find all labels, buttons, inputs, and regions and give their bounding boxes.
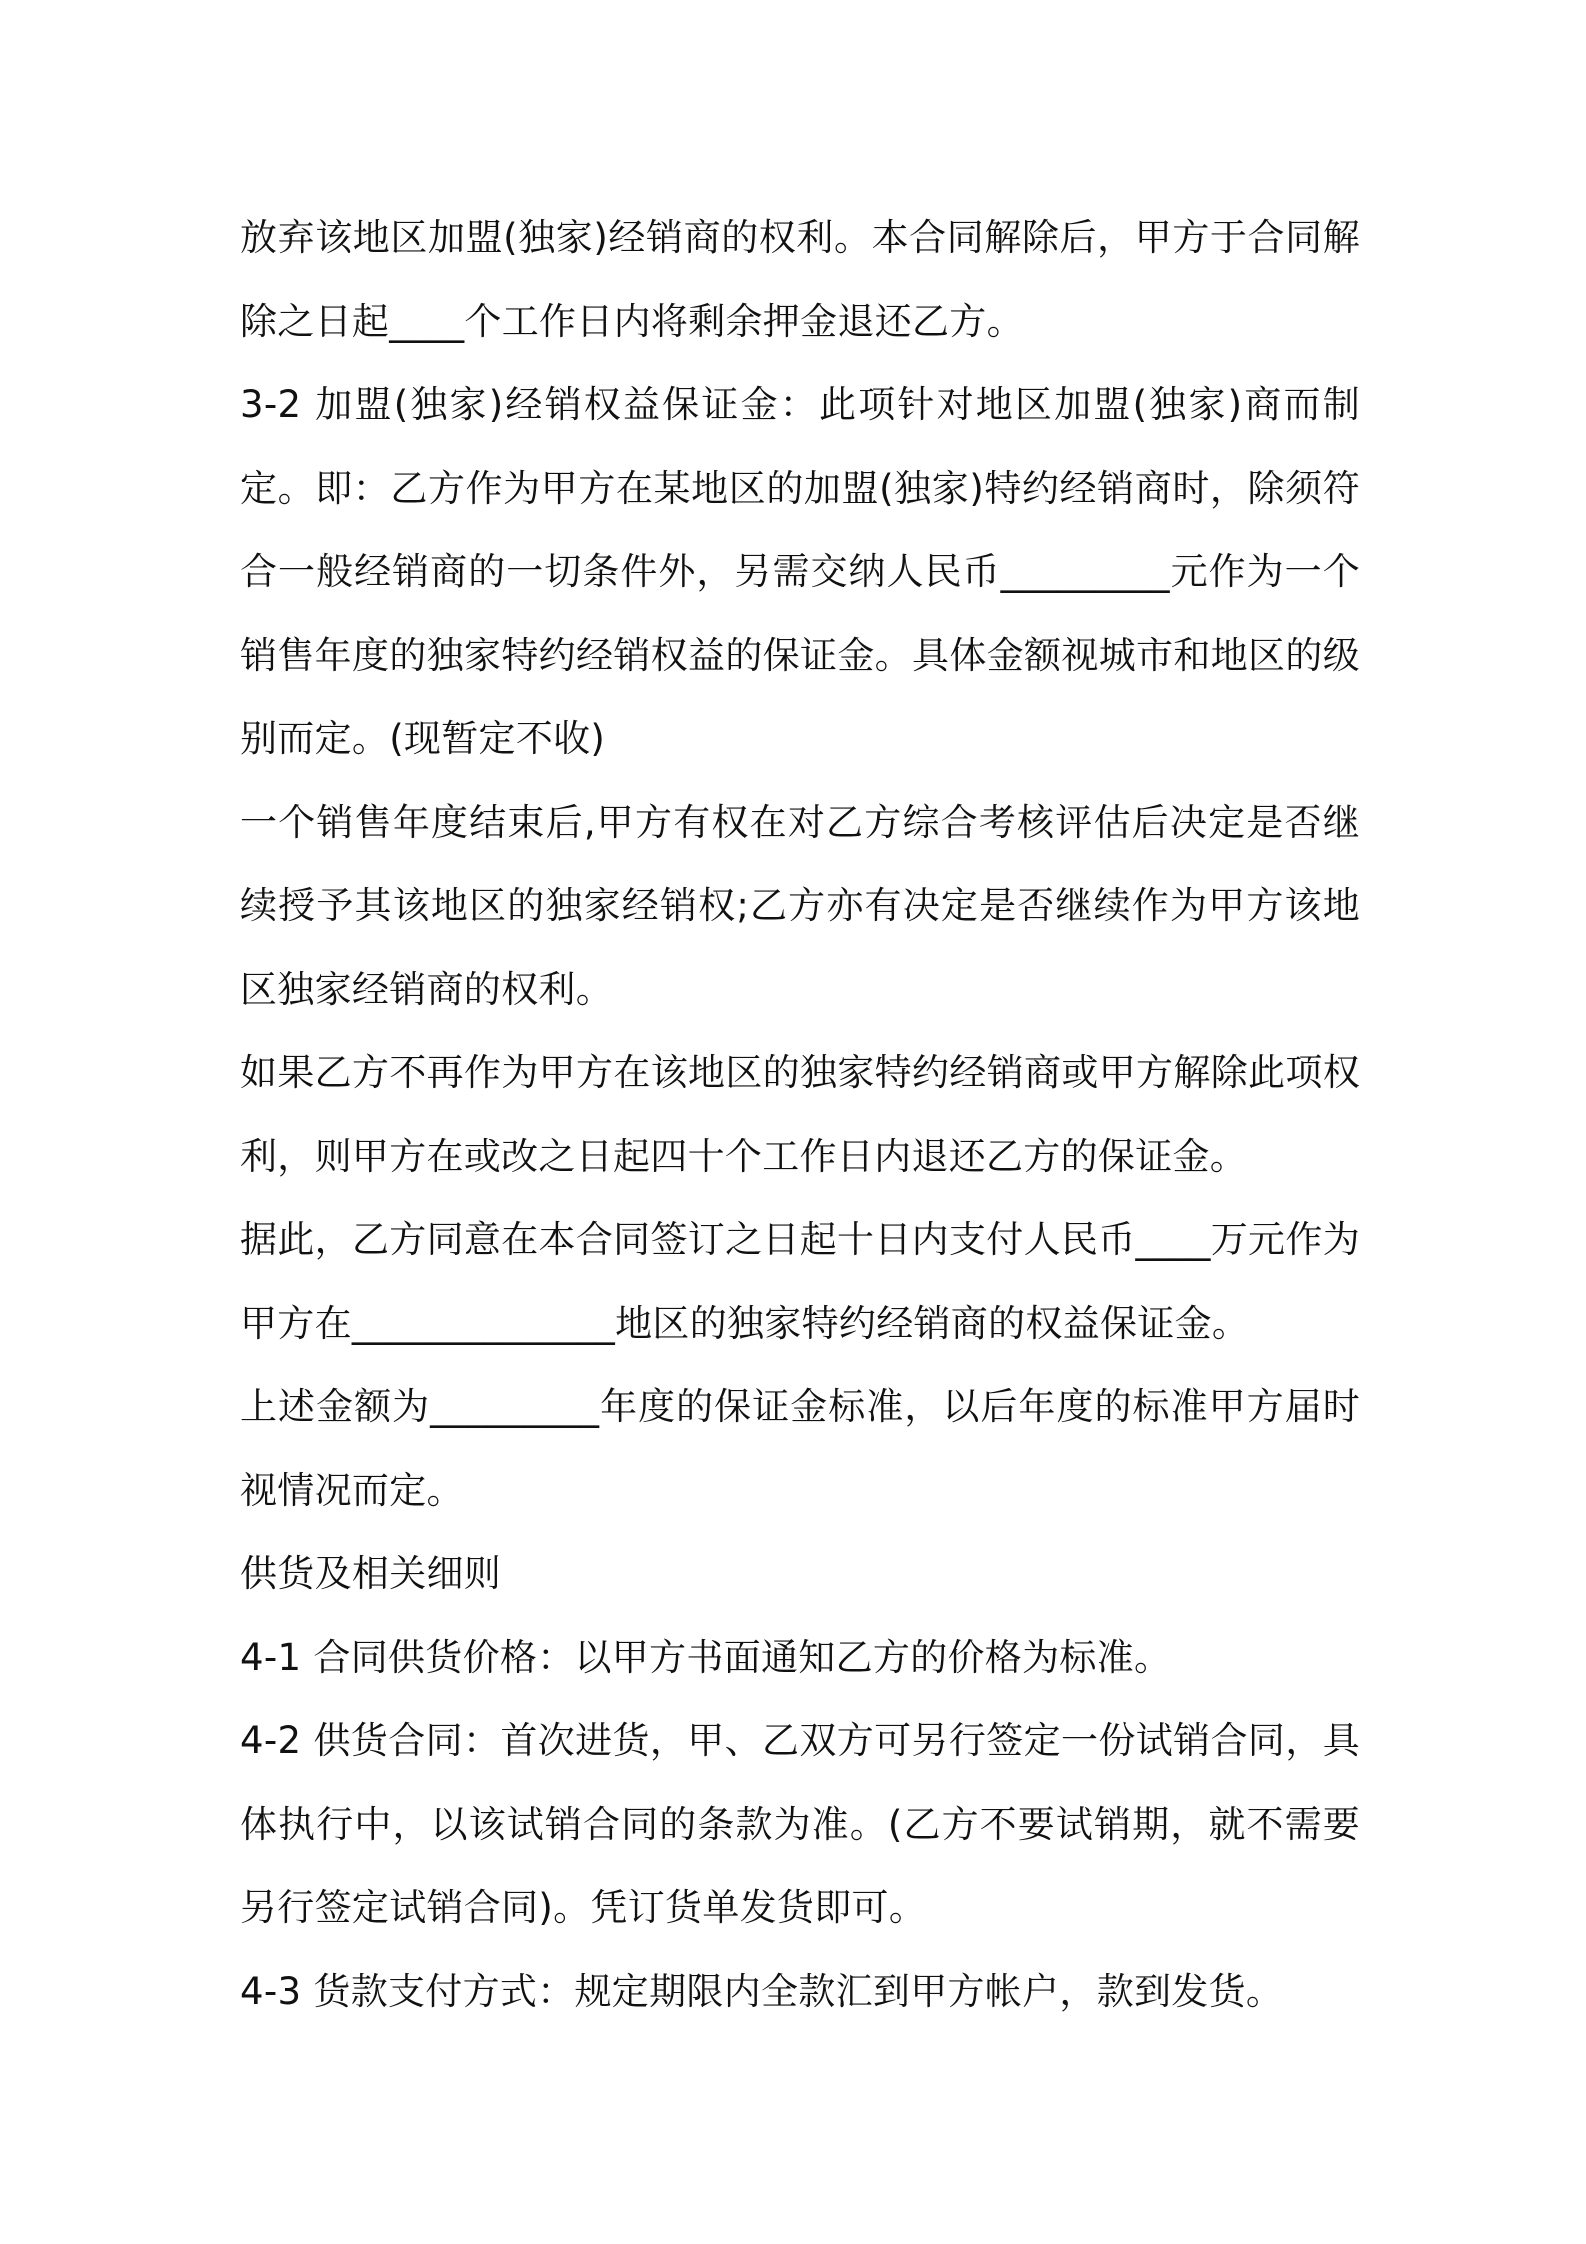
paragraph-clause-3-2: 3-2 加盟(独家)经销权益保证金：此项针对地区加盟(独家)商而制定。即：乙方作为甲方在某地区的加盟(独家)特约经销商时，除须符合一般经销商的一切条件外，另需交纳人民币_________元作为一个销售年度的独家特约经销权益的保证金。具体金额视城市和地区的级别而定。(现暂定不收): [240, 383, 1360, 760]
paragraph-guarantee-refund: 如果乙方不再作为甲方在该地区的独家特约经销商或甲方解除此项权利，则甲方在或改之日起四十个工作日内退还乙方的保证金。: [240, 1051, 1360, 1178]
section-heading-supply: 供货及相关细则: [240, 1552, 502, 1595]
paragraph-clause-4-3: 4-3 货款支付方式：规定期限内全款汇到甲方帐户，款到发货。: [240, 1969, 1284, 2013]
paragraph-amount-standard: 上述金额为_________年度的保证金标准，以后年度的标准甲方届时视情况而定。: [240, 1385, 1360, 1512]
document-body: [240, 196, 1360, 2033]
paragraph-payment-agreement: 据此，乙方同意在本合同签订之日起十日内支付人民币____万元作为甲方在______________地区的独家特约经销商的权益保证金。: [240, 1218, 1360, 1345]
paragraph-annual-review: 一个销售年度结束后,甲方有权在对乙方综合考核评估后决定是否继续授予其该地区的独家经销权;乙方亦有决定是否继续作为甲方该地区独家经销商的权利。: [240, 800, 1360, 1011]
paragraph-deposit-refund: 放弃该地区加盟(独家)经销商的权利。本合同解除后，甲方于合同解除之日起____个工作日内将剩余押金退还乙方。: [240, 216, 1360, 343]
paragraph-clause-4-1: 4-1 合同供货价格：以甲方书面通知乙方的价格为标准。: [240, 1635, 1172, 1679]
paragraph-clause-4-2: 4-2 供货合同：首次进货，甲、乙双方可另行签定一份试销合同，具体执行中，以该试销合同的条款为准。(乙方不要试销期，就不需要另行签定试销合同)。凭订货单发货即可。: [240, 1719, 1360, 1929]
